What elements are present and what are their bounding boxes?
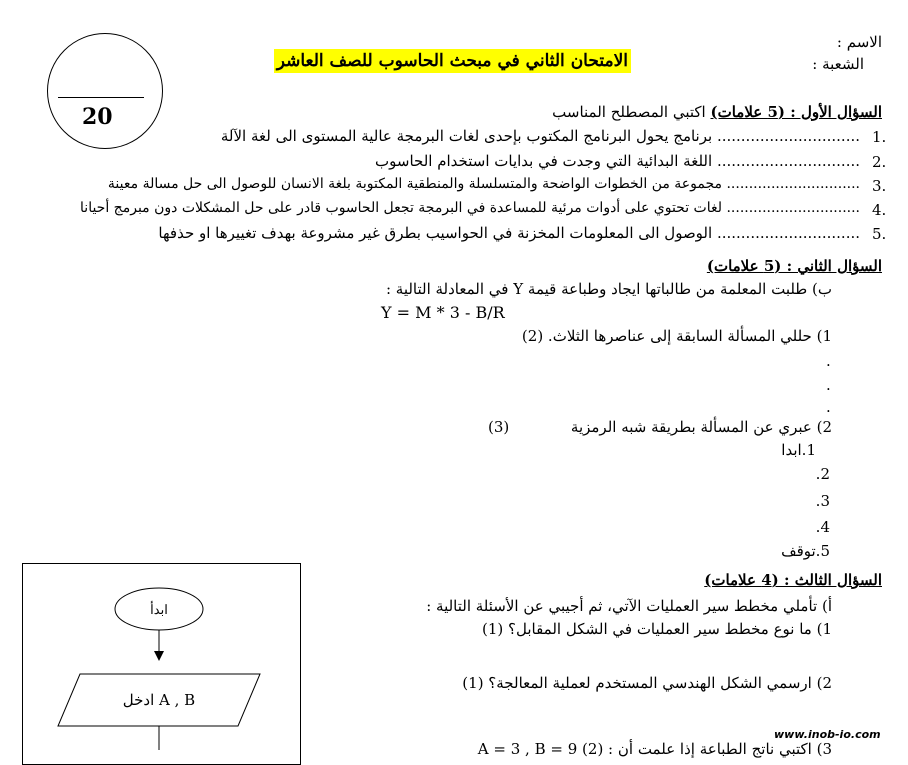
answer-dots: .............................. <box>716 152 860 170</box>
q3-heading: السؤال الثالث : (4 علامات) <box>704 571 882 589</box>
pseudocode-step: 5.توقف <box>781 542 830 560</box>
q3-sub2: 2) ارسمي الشكل الهندسي المستخدم لعملية المعالجة؟ (1) <box>462 674 832 692</box>
q1-item-text: الوصول الى المعلومات المخزنة في الحواسيب بطرق غير مشروعة بهدف تغييرها او حذفها <box>158 224 713 242</box>
name-label: الاسم : <box>836 33 882 51</box>
section-label: الشعبة : <box>812 55 864 73</box>
answer-dots: .............................. <box>716 127 860 145</box>
q1-item-text: اللغة البدائية التي وجدت في بدايات استخدام الحاسوب <box>375 152 713 170</box>
q1-item-text: مجموعة من الخطوات الواضحة والمتسلسلة والمنطقية المكتوبة بلغة الانسان للوصول الى حل مسالة معينة <box>107 176 723 192</box>
answer-dots: .............................. <box>726 200 860 216</box>
answer-dots: .............................. <box>726 176 860 192</box>
q3-sub3: 3) اكتبي ناتج الطباعة إذا علمت أن : (2) A = 3 , B = 9 <box>477 740 832 758</box>
q1-item-text: برنامج يحول البرنامج المكتوب بإحدى لغات البرمجة عالية المستوى الى لغة الآلة <box>220 127 713 145</box>
q1-item-number: 5. <box>872 225 887 243</box>
pseudocode-step: 3. <box>815 492 830 510</box>
blank-line-dot: . <box>826 352 831 370</box>
q2-intro: ب) طلبت المعلمة من طالباتها ايجاد وطباعة قيمة Y في المعادلة التالية : <box>385 280 832 298</box>
q1-instruction: اكتبي المصطلح المناسب <box>552 103 706 121</box>
pseudocode-step: 2. <box>815 465 830 483</box>
q1-item-number: 4. <box>872 201 887 219</box>
flowchart-start-label: ابدأ <box>150 603 168 618</box>
q2-heading: السؤال الثاني : (5 علامات) <box>706 257 882 275</box>
q2-part2: 2) عبري عن المسألة بطريقة شبه الرمزية <box>570 418 832 436</box>
score-circle <box>47 33 163 149</box>
q1-item-row <box>375 152 860 170</box>
q2-part1: 1) حللي المسألة السابقة إلى عناصرها الثلاث. (2) <box>521 327 832 345</box>
q1-item-number: 3. <box>872 177 887 195</box>
flowchart <box>22 563 300 750</box>
q1-item-row <box>108 176 860 192</box>
pseudocode-step: 1.ابدا <box>781 441 816 459</box>
pseudocode-step: 4. <box>815 518 830 536</box>
score-divider <box>58 97 144 98</box>
q3-intro: أ) تأملي مخطط سير العمليات الآتي، ثم أجيبي عن الأسئلة التالية : <box>426 597 832 615</box>
q1-item-row <box>80 200 860 216</box>
exam-title: الامتحان الثاني في مبحث الحاسوب للصف العاشر <box>274 49 631 73</box>
flow-arrow-head <box>154 651 164 661</box>
q2-part2-marks: (3) <box>488 418 510 436</box>
score-value: 20 <box>82 104 113 130</box>
flowchart-input-label: ادخل A , B <box>122 691 196 709</box>
q1-heading-row <box>552 103 882 121</box>
q1-item-row <box>221 127 860 145</box>
q2-equation: Y = M * 3 - B/R <box>381 303 505 322</box>
q1-item-number: 2. <box>872 153 887 171</box>
q1-heading: السؤال الأول : (5 علامات) <box>710 103 882 121</box>
answer-dots: .............................. <box>716 224 860 242</box>
q1-item-row <box>158 224 860 242</box>
q1-item-text: لغات تحتوي على أدوات مرئية للمساعدة في البرمجة تجعل الحاسوب قادر على حل المشكلات دون مبرمج أحيانا <box>80 200 723 216</box>
blank-line-dot: . <box>826 376 831 394</box>
q1-item-number: 1. <box>872 128 887 146</box>
q3-sub1: 1) ما نوع مخطط سير العمليات في الشكل المقابل؟ (1) <box>481 620 832 638</box>
blank-line-dot: . <box>826 398 831 416</box>
site-watermark: www.inob-io.com <box>774 728 881 741</box>
